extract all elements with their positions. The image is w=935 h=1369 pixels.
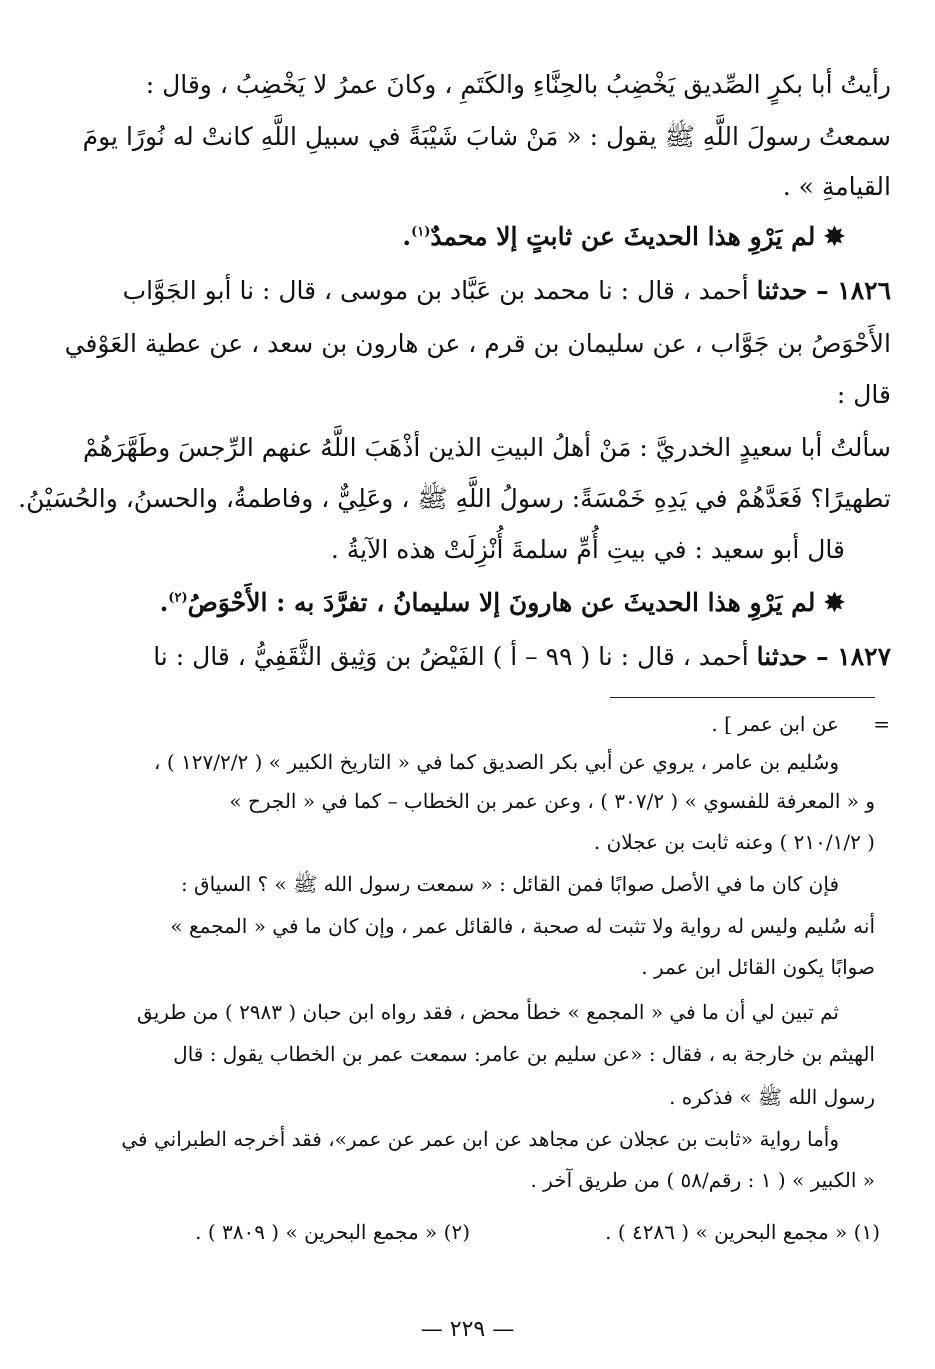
footnote-line-4: ( ٢١٠/١/٢ ) وعنه ثابت بن عجلان . [593,830,875,854]
note-text: ✸ لم يَرْوِ هذا الحديثَ عن هارونَ إلا سليمانُ ، تفرَّدَ به : الأَحْوَصُ [187,588,845,617]
chain-text: أحمد ، قال : نا محمد بن عَبَّاد بن موسى ، قال : نا أبو الجَوَّاب [122,276,749,305]
page-number: — ٢٢٩ — [420,1317,515,1342]
text-line-7: قال : [836,380,891,409]
endnote-1: (١) « مجمع البحرين » ( ٤٢٨٦ ) . [605,1220,880,1244]
note-end: . [159,588,169,617]
footnote-ref-2: (٢) [168,590,188,606]
text-line-9: تطهيرًا؟ فَعَدَّهُمْ في يَدِهِ خَمْسَةً: رسولُ اللَّهِ ﷺ ، وعَلِيٌّ ، وفاطمةُ، والحسنُ، والحُسَيْنُ. [18,484,891,513]
endnote-2: (٢) « مجمع البحرين » ( ٣٨٠٩ ) . [195,1220,470,1244]
footnote-line-3: و « المعرفة للفسوي » ( ٣٠٧/٢ ) ، وعن عمر بن الخطاب – كما في « الجرح » [229,789,875,813]
hadith-number: ١٨٢٦ – حدثنا [756,276,891,305]
footnote-line-12: « الكبير » ( ١ : رقم/٥٨ ) من طريق آخر . [530,1168,875,1192]
footnote-line-2: وسُليم بن عامر ، يروي عن أبي بكر الصديق كما في « التاريخ الكبير » ( ١٢٧/٢/٢ ) ، [154,750,839,774]
note-text: ✸ لم يَرْوِ هذا الحديثَ عن ثابتٍ إلا محمدٌ [430,222,845,251]
footnote-ref-1: (١) [411,224,431,240]
text-line-3: القيامةِ » . [782,172,891,201]
hadith-1826-line-1 [123,276,891,306]
footnote-line-5: فإن كان ما في الأصل صوابًا فمن القائل : « سمعت رسول الله ﷺ » ؟ السياق : [180,872,839,896]
footnote-line-8: ثم تبين لي أن ما في « المجمع » خطأ محض ، فقد رواه ابن حبان ( ٢٩٨٣ ) من طريق [137,1000,839,1024]
footnote-line-6: أنه سُليم وليس له رواية ولا تثبت له صحبة ، فالقائل عمر ، وإن كان ما في « المجمع » [170,914,875,938]
hadith-number: ١٨٢٧ – حدثنا [756,642,891,671]
hadith-note-2 [160,588,845,618]
text-line-6: الأَحْوَصُ بن جَوَّاب ، عن سليمان بن قرم ، عن هارون بن سعد ، عن عطية العَوْفي [64,329,891,358]
text-line-1: رأيتُ أبا بكرٍ الصِّديق يَخْضِبُ بالحِنَّاءِ والكَتَمِ ، وكانَ عمرُ لا يَخْضِبُ ، وقال : [145,70,891,99]
footnote-line-7: صوابًا يكون القائل ابن عمر . [641,955,875,979]
hadith-1827-line-1 [153,642,891,672]
hadith-note-1 [402,222,845,252]
footnote-line-10: رسول الله ﷺ » فذكره . [669,1085,875,1109]
chain-text: أحمد ، قال : نا ( ٩٩ – أ ) الفَيْضُ بن وَثِيق الثَّقَفِيُّ ، قال : نا [153,642,749,671]
text-line-8: سألتُ أبا سعيدٍ الخدريَّ : مَنْ أهلُ البيتِ الذين أذْهَبَ اللَّهُ عنهم الرِّجسَ وطَهَّرَهُمْ [83,433,891,462]
footnote-separator [610,697,875,698]
text-line-2: سمعتُ رسولَ اللَّهِ ﷺ يقول : « مَنْ شابَ شَيْبَةً في سبيلِ اللَّهِ كانتْ له نُورًا يومَ [82,122,891,151]
continuation-mark: = [873,712,890,736]
footnote-line-1: عن ابن عمر ] . [711,712,839,736]
text-line-10: قال أبو سعيد : في بيتِ أُمِّ سلمةَ أُنْزِلَتْ هذه الآيةُ . [330,535,845,564]
footnote-line-9: الهيثم بن خارجة به ، فقال : «عن سليم بن عامر: سمعت عمر بن الخطاب يقول : قال [173,1042,875,1066]
note-end: . [402,222,412,251]
footnote-line-11: وأما رواية «ثابت بن عجلان عن مجاهد عن ابن عمر عن عمر»، فقد أخرجه الطبراني في [121,1127,839,1151]
